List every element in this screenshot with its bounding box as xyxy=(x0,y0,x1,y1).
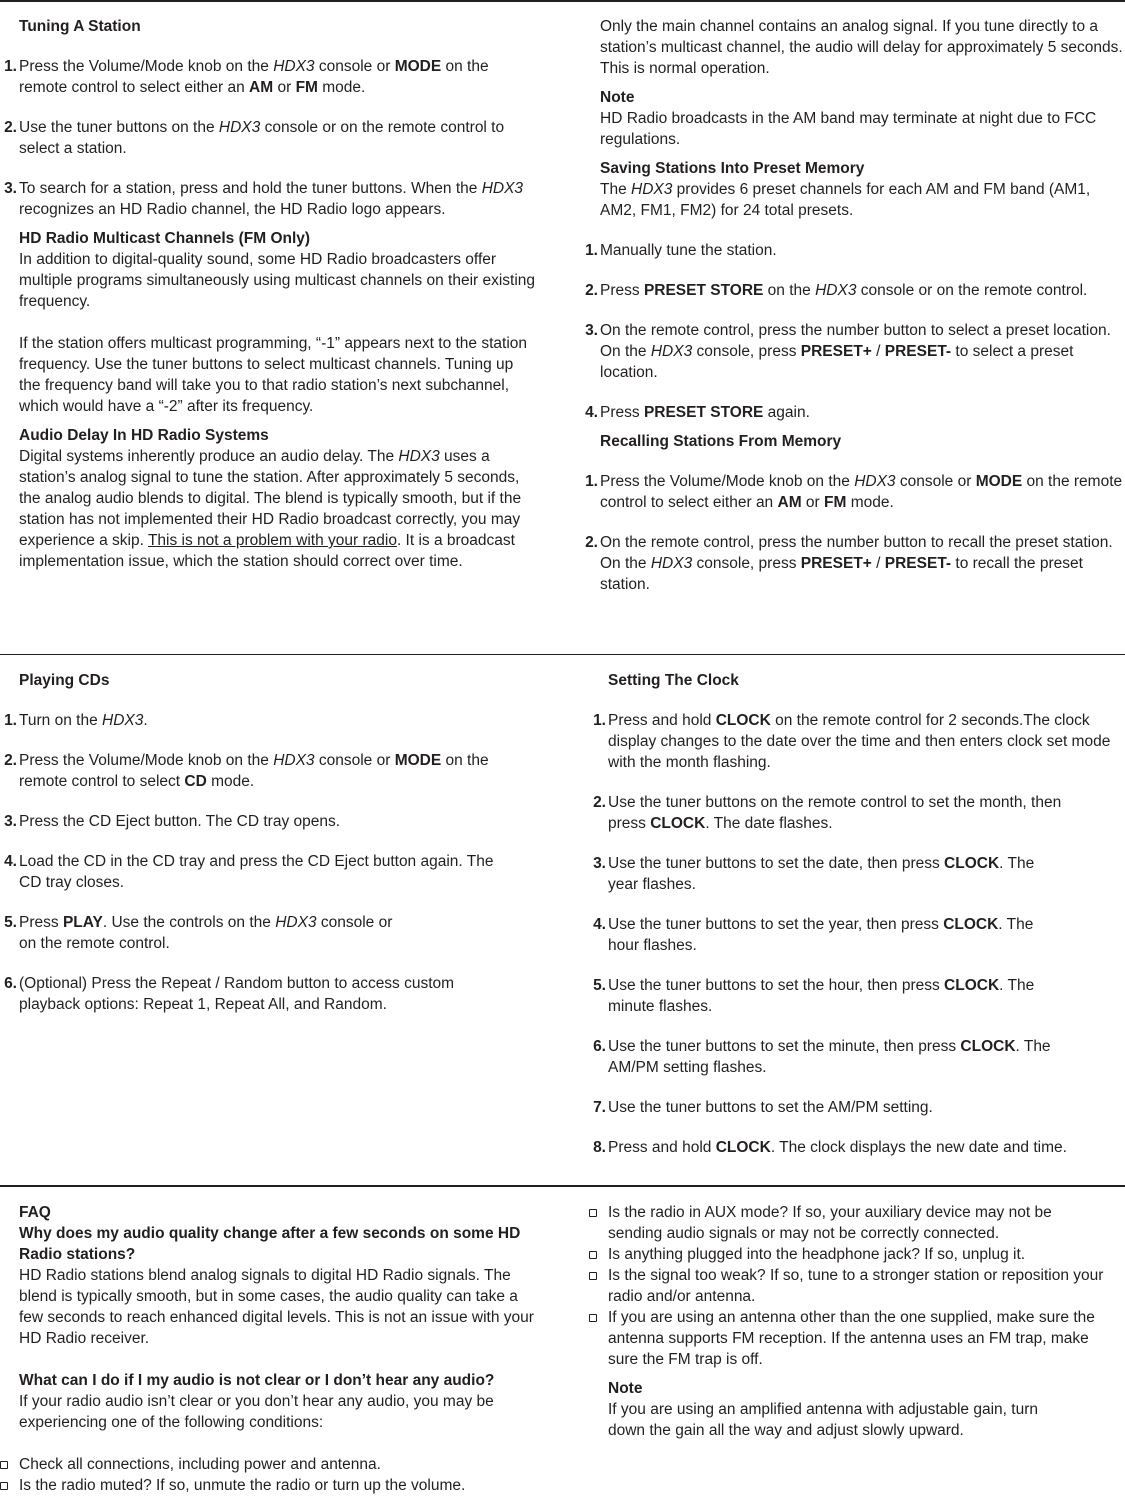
clock-step-5: 5. Use the tuner buttons to set the hour, then press CLOCK. The minute flashes. xyxy=(593,977,1035,1015)
cds-step-1: 1. Turn on the HDX3. xyxy=(4,712,148,729)
audio-delay-title: Audio Delay In HD Radio Systems xyxy=(19,427,269,444)
note-label: Note xyxy=(600,89,635,106)
tuning-step-2: 2. Use the tuner buttons on the HDX3 console or on the remote control to select a station. xyxy=(4,119,505,157)
bullet-box-icon xyxy=(0,1461,8,1469)
tuning-title: Tuning A Station xyxy=(19,18,141,35)
clock-step-3: 3. Use the tuner buttons to set the date, then press CLOCK. The year flashes. xyxy=(593,855,1035,893)
multicast-delay-intro: Only the main channel contains an analog signal. If you tune directly to a station’s multicast channel, the audio will delay for approximately 5 seconds. This is normal operation. xyxy=(600,18,1123,77)
list-item: Is the signal too weak? If so, tune to a stronger station or reposition your radio and/or antenna. xyxy=(608,1265,1123,1307)
save-presets-title: Saving Stations Into Preset Memory xyxy=(600,160,865,177)
cds-steps xyxy=(4,710,539,1015)
clock-title: Setting The Clock xyxy=(608,672,739,689)
multicast-title: HD Radio Multicast Channels (FM Only) xyxy=(19,230,311,247)
clock-step-2: 2. Use the tuner buttons on the remote control to set the month, then press CLOCK. The date flashes. xyxy=(593,794,1062,832)
list-item: If you are using an antenna other than the one supplied, make sure the antenna supports FM reception. If the antenna uses an FM trap, make sure the FM trap is off. xyxy=(608,1307,1123,1370)
cds-section xyxy=(4,670,539,1015)
cds-step-5: 5. Press PLAY. Use the controls on the HDX3 console or on the remote control. xyxy=(4,914,393,952)
list-item: Is the radio in AUX mode? If so, your auxiliary device may not be sending audio signals or may not be correctly connected. xyxy=(608,1202,1078,1244)
faq-answer-1: HD Radio stations blend analog signals to digital HD Radio signals. The blend is typically smooth, but in some cases, the audio quality can take a few seconds to reach enhanced digital levels. This is not an issue with your HD Radio receiver. xyxy=(19,1267,534,1347)
list-item: Is anything plugged into the headphone jack? If so, unplug it. xyxy=(608,1244,1123,1265)
audio-delay-paragraph: Digital systems inherently produce an audio delay. The HDX3 uses a station’s analog signal to tune the station. After approximately 5 seconds, the analog audio blends to digital. The blend is typically smooth, but if the station has not implemented their HD Radio broadcast correctly, you may experience a skip. This is not a problem with your radio. It is a broadcast implementation issue, which the station should correct over time. xyxy=(19,448,522,570)
bullet-box-icon xyxy=(0,1482,8,1490)
save-step-1: 1. Manually tune the station. xyxy=(585,242,777,259)
save-step-2: 2. Press PRESET STORE on the HDX3 console or on the remote control. xyxy=(585,282,1088,299)
bullet-box-icon xyxy=(589,1314,597,1322)
save-step-3: 3. On the remote control, press the number button to select a preset location. On the HDX3 console, press PRESET+ / PRESET- to select a preset location. xyxy=(585,322,1111,381)
recall-step-1: 1. Press the Volume/Mode knob on the HDX3 console or MODE on the remote control to select either an AM or FM mode. xyxy=(585,473,1123,511)
clock-section xyxy=(593,670,1123,1158)
clock-steps xyxy=(593,710,1123,1158)
list-item: Is the radio muted? If so, unmute the radio or turn up the volume. xyxy=(19,1475,539,1496)
presets-section xyxy=(585,16,1123,595)
cds-step-4: 4. Load the CD in the CD tray and press the CD Eject button again. The CD tray closes. xyxy=(4,853,494,891)
tuning-steps xyxy=(4,56,539,220)
faq-conditions-list-left xyxy=(19,1454,539,1496)
bullet-box-icon xyxy=(589,1272,597,1280)
bullet-box-icon xyxy=(589,1209,597,1217)
note-text: HD Radio broadcasts in the AM band may terminate at night due to FCC regulations. xyxy=(600,110,1097,148)
bullet-box-icon xyxy=(589,1251,597,1259)
faq-section xyxy=(19,1202,539,1496)
clock-step-1: 1. Press and hold CLOCK on the remote control for 2 seconds.The clock display changes to the date over the time and then enters clock set mode with the month flashing. xyxy=(593,712,1111,771)
recall-step-2: 2. On the remote control, press the number button to recall the preset station. On the HDX3 console, press PRESET+ / PRESET- to recall the preset station. xyxy=(585,534,1113,593)
clock-step-7: 7. Use the tuner buttons to set the AM/PM setting. xyxy=(593,1099,933,1116)
faq-answer-2: If your radio audio isn’t clear or you don’t hear any audio, you may be experiencing one of the following conditions: xyxy=(19,1393,494,1431)
recall-preset-steps xyxy=(585,471,1123,595)
list-item: Check all connections, including power and antenna. xyxy=(19,1454,539,1475)
cds-step-2: 2. Press the Volume/Mode knob on the HDX3 console or MODE on the remote control to select CD mode. xyxy=(4,752,489,790)
tuning-step-3: 3. To search for a station, press and hold the tuner buttons. When the HDX3 recognizes an HD Radio channel, the HD Radio logo appears. xyxy=(4,180,524,218)
faq-continued-section xyxy=(608,1202,1123,1441)
save-step-4: 4. Press PRESET STORE again. xyxy=(585,404,810,421)
faq-question-1: Why does my audio quality change after a few seconds on some HD Radio stations? xyxy=(19,1225,521,1263)
tuning-step-1: 1. Press the Volume/Mode knob on the HDX3 console or MODE on the remote control to select either an AM or FM mode. xyxy=(4,58,489,96)
cds-title: Playing CDs xyxy=(19,672,110,689)
multicast-paragraph-1: In addition to digital-quality sound, some HD Radio broadcasters offer multiple programs simultaneously using multicast channels on their existing frequency. xyxy=(19,251,536,310)
middle-rule xyxy=(0,654,1125,655)
faq-title: FAQ xyxy=(19,1204,51,1221)
save-presets-paragraph: The HDX3 provides 6 preset channels for each AM and FM band (AM1, AM2, FM1, FM2) for 24 total presets. xyxy=(600,181,1091,219)
faq-note-label: Note xyxy=(608,1380,643,1397)
recall-presets-title: Recalling Stations From Memory xyxy=(600,433,842,450)
faq-note-text: If you are using an amplified antenna with adjustable gain, turn down the gain all the way and adjust slowly upward. xyxy=(608,1401,1038,1439)
faq-conditions-list-right xyxy=(608,1202,1123,1370)
clock-step-4: 4. Use the tuner buttons to set the year, then press CLOCK. The hour flashes. xyxy=(593,916,1034,954)
clock-step-6: 6. Use the tuner buttons to set the minute, then press CLOCK. The AM/PM setting flashes. xyxy=(593,1038,1051,1076)
clock-step-8: 8. Press and hold CLOCK. The clock displays the new date and time. xyxy=(593,1139,1067,1156)
lower-rule xyxy=(0,1185,1125,1187)
faq-question-2: What can I do if I my audio is not clear or I don’t hear any audio? xyxy=(19,1372,495,1389)
multicast-paragraph-2: If the station offers multicast programming, “-1” appears next to the station frequency. Use the tuner buttons to select multicast channels. Tuning up the frequency band will take you to that radio station’s next subchannel, which would have a “-2” after its frequency. xyxy=(19,335,528,415)
save-preset-steps xyxy=(585,240,1123,423)
top-rule xyxy=(0,0,1125,2)
cds-step-3: 3. Press the CD Eject button. The CD tray opens. xyxy=(4,813,341,830)
tuning-section xyxy=(4,16,539,572)
cds-step-6: 6. (Optional) Press the Repeat / Random button to access custom playback options: Repeat 1, Repeat All, and Random. xyxy=(4,975,455,1013)
